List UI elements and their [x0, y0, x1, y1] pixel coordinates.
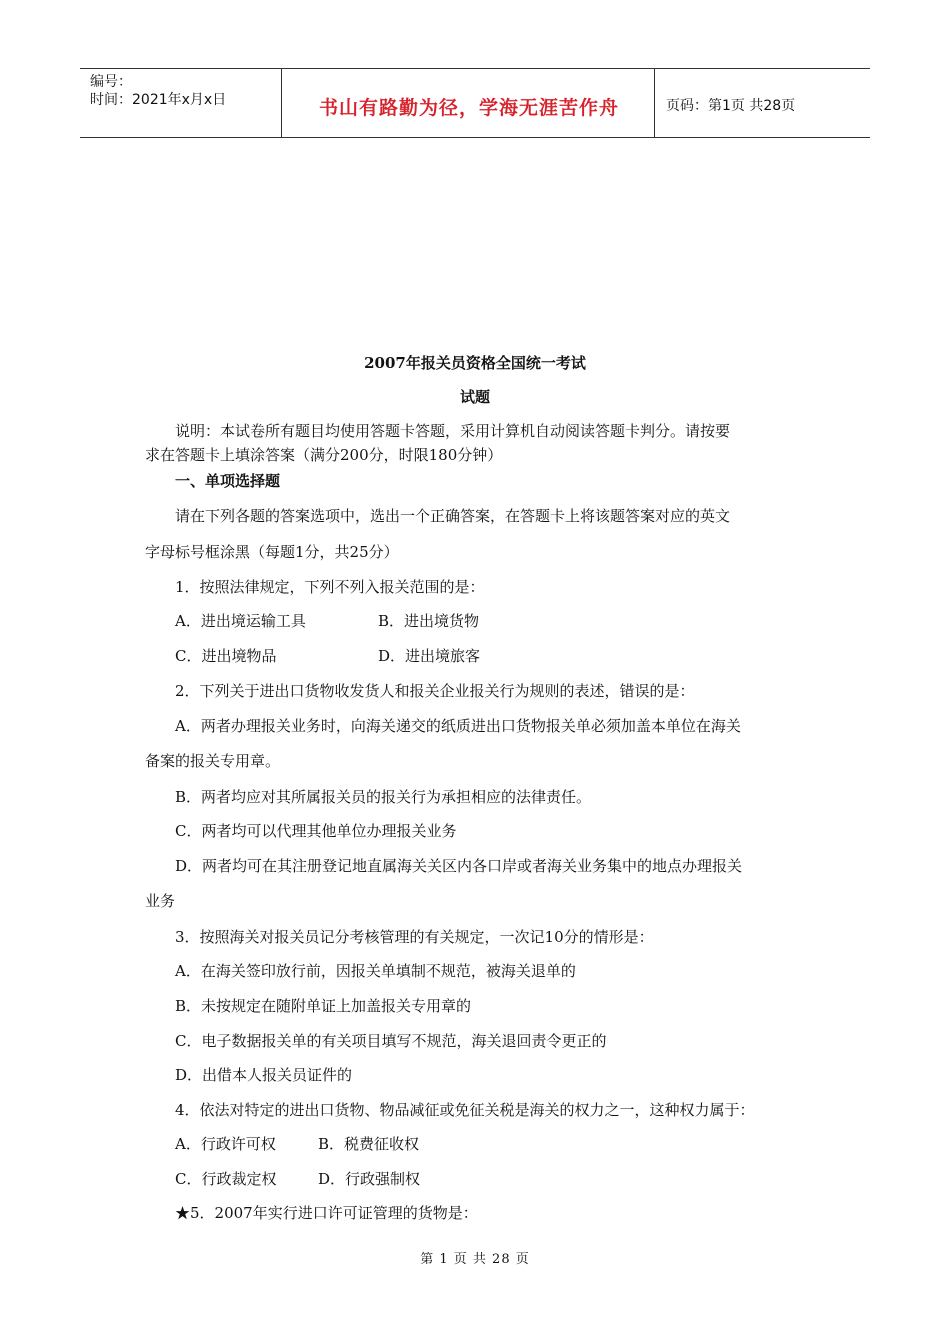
option-c: C．电子数据报关单的有关项目填写不规范，海关退回责令更正的 [175, 1032, 607, 1050]
option-c: C．行政裁定权 [175, 1170, 277, 1188]
option-c: C．进出境物品 [175, 647, 277, 665]
document-header [80, 68, 870, 138]
question-2: 2．下列关于进出口货物收发货人和报关企业报关行为规则的表述，错误的是： [175, 682, 695, 700]
option-d: D．行政强制权 [318, 1170, 421, 1188]
question-1: 1．按照法律规定，下列不列入报关范围的是： [175, 578, 485, 596]
header-divider [281, 69, 282, 137]
date-label: 时间：2021年x月x日 [90, 92, 227, 108]
option-d: D．两者均可在其注册登记地直属海关关区内各口岸或者海关业务集中的地点办理报关 [175, 857, 743, 875]
option-a: A．两者办理报关业务时，向海关递交的纸质进出口货物报关单必须加盖本单位在海关 [175, 717, 741, 735]
option-a: A．进出境运输工具 [175, 612, 306, 630]
instruction-line: 请在下列各题的答案选项中，选出一个正确答案，在答题卡上将该题答案对应的英文 [175, 507, 731, 525]
option-d: D．出借本人报关员证件的 [175, 1066, 353, 1084]
question-4: 4．依法对特定的进出口货物、物品减征或免征关税是海关的权力之一，这种权力属于： [175, 1101, 755, 1119]
option-b: B．税费征收权 [318, 1135, 420, 1153]
option-d-cont: 业务 [145, 892, 176, 910]
section-heading: 一、单项选择题 [175, 472, 281, 490]
page-footer: 第 1 页 共 28 页 [420, 1252, 530, 1267]
code-label: 编号： [90, 74, 132, 90]
option-a-cont: 备案的报关专用章。 [145, 752, 281, 770]
question-3: 3．按照海关对报关员记分考核管理的有关规定，一次记10分的情形是： [175, 928, 654, 946]
document-subtitle: 试题 [459, 388, 490, 406]
header-motto: 书山有路勤为径，学海无涯苦作舟 [318, 97, 619, 119]
option-c: C．两者均可以代理其他单位办理报关业务 [175, 822, 457, 840]
document-title: 2007年报关员资格全国统一考试 [364, 354, 586, 372]
header-meta [90, 73, 226, 109]
header-page-info: 页码：第1页 共28页 [666, 98, 796, 114]
option-b: B．两者均应对其所属报关员的报关行为承担相应的法律责任。 [175, 788, 592, 806]
option-b: B．进出境货物 [378, 612, 480, 630]
option-b: B．未按规定在随附单证上加盖报关专用章的 [175, 997, 472, 1015]
option-a: A．行政许可权 [175, 1135, 276, 1153]
option-a: A．在海关签印放行前，因报关单填制不规范，被海关退单的 [175, 962, 576, 980]
intro-line: 求在答题卡上填涂答案（满分200分，时限180分钟） [145, 446, 503, 464]
intro-line: 说明：本试卷所有题目均使用答题卡答题，采用计算机自动阅读答题卡判分。请按要 [175, 422, 731, 440]
instruction-line: 字母标号框涂黑（每题1分，共25分） [145, 543, 399, 561]
option-d: D．进出境旅客 [378, 647, 481, 665]
question-5: ★5．2007年实行进口许可证管理的货物是： [175, 1204, 478, 1222]
